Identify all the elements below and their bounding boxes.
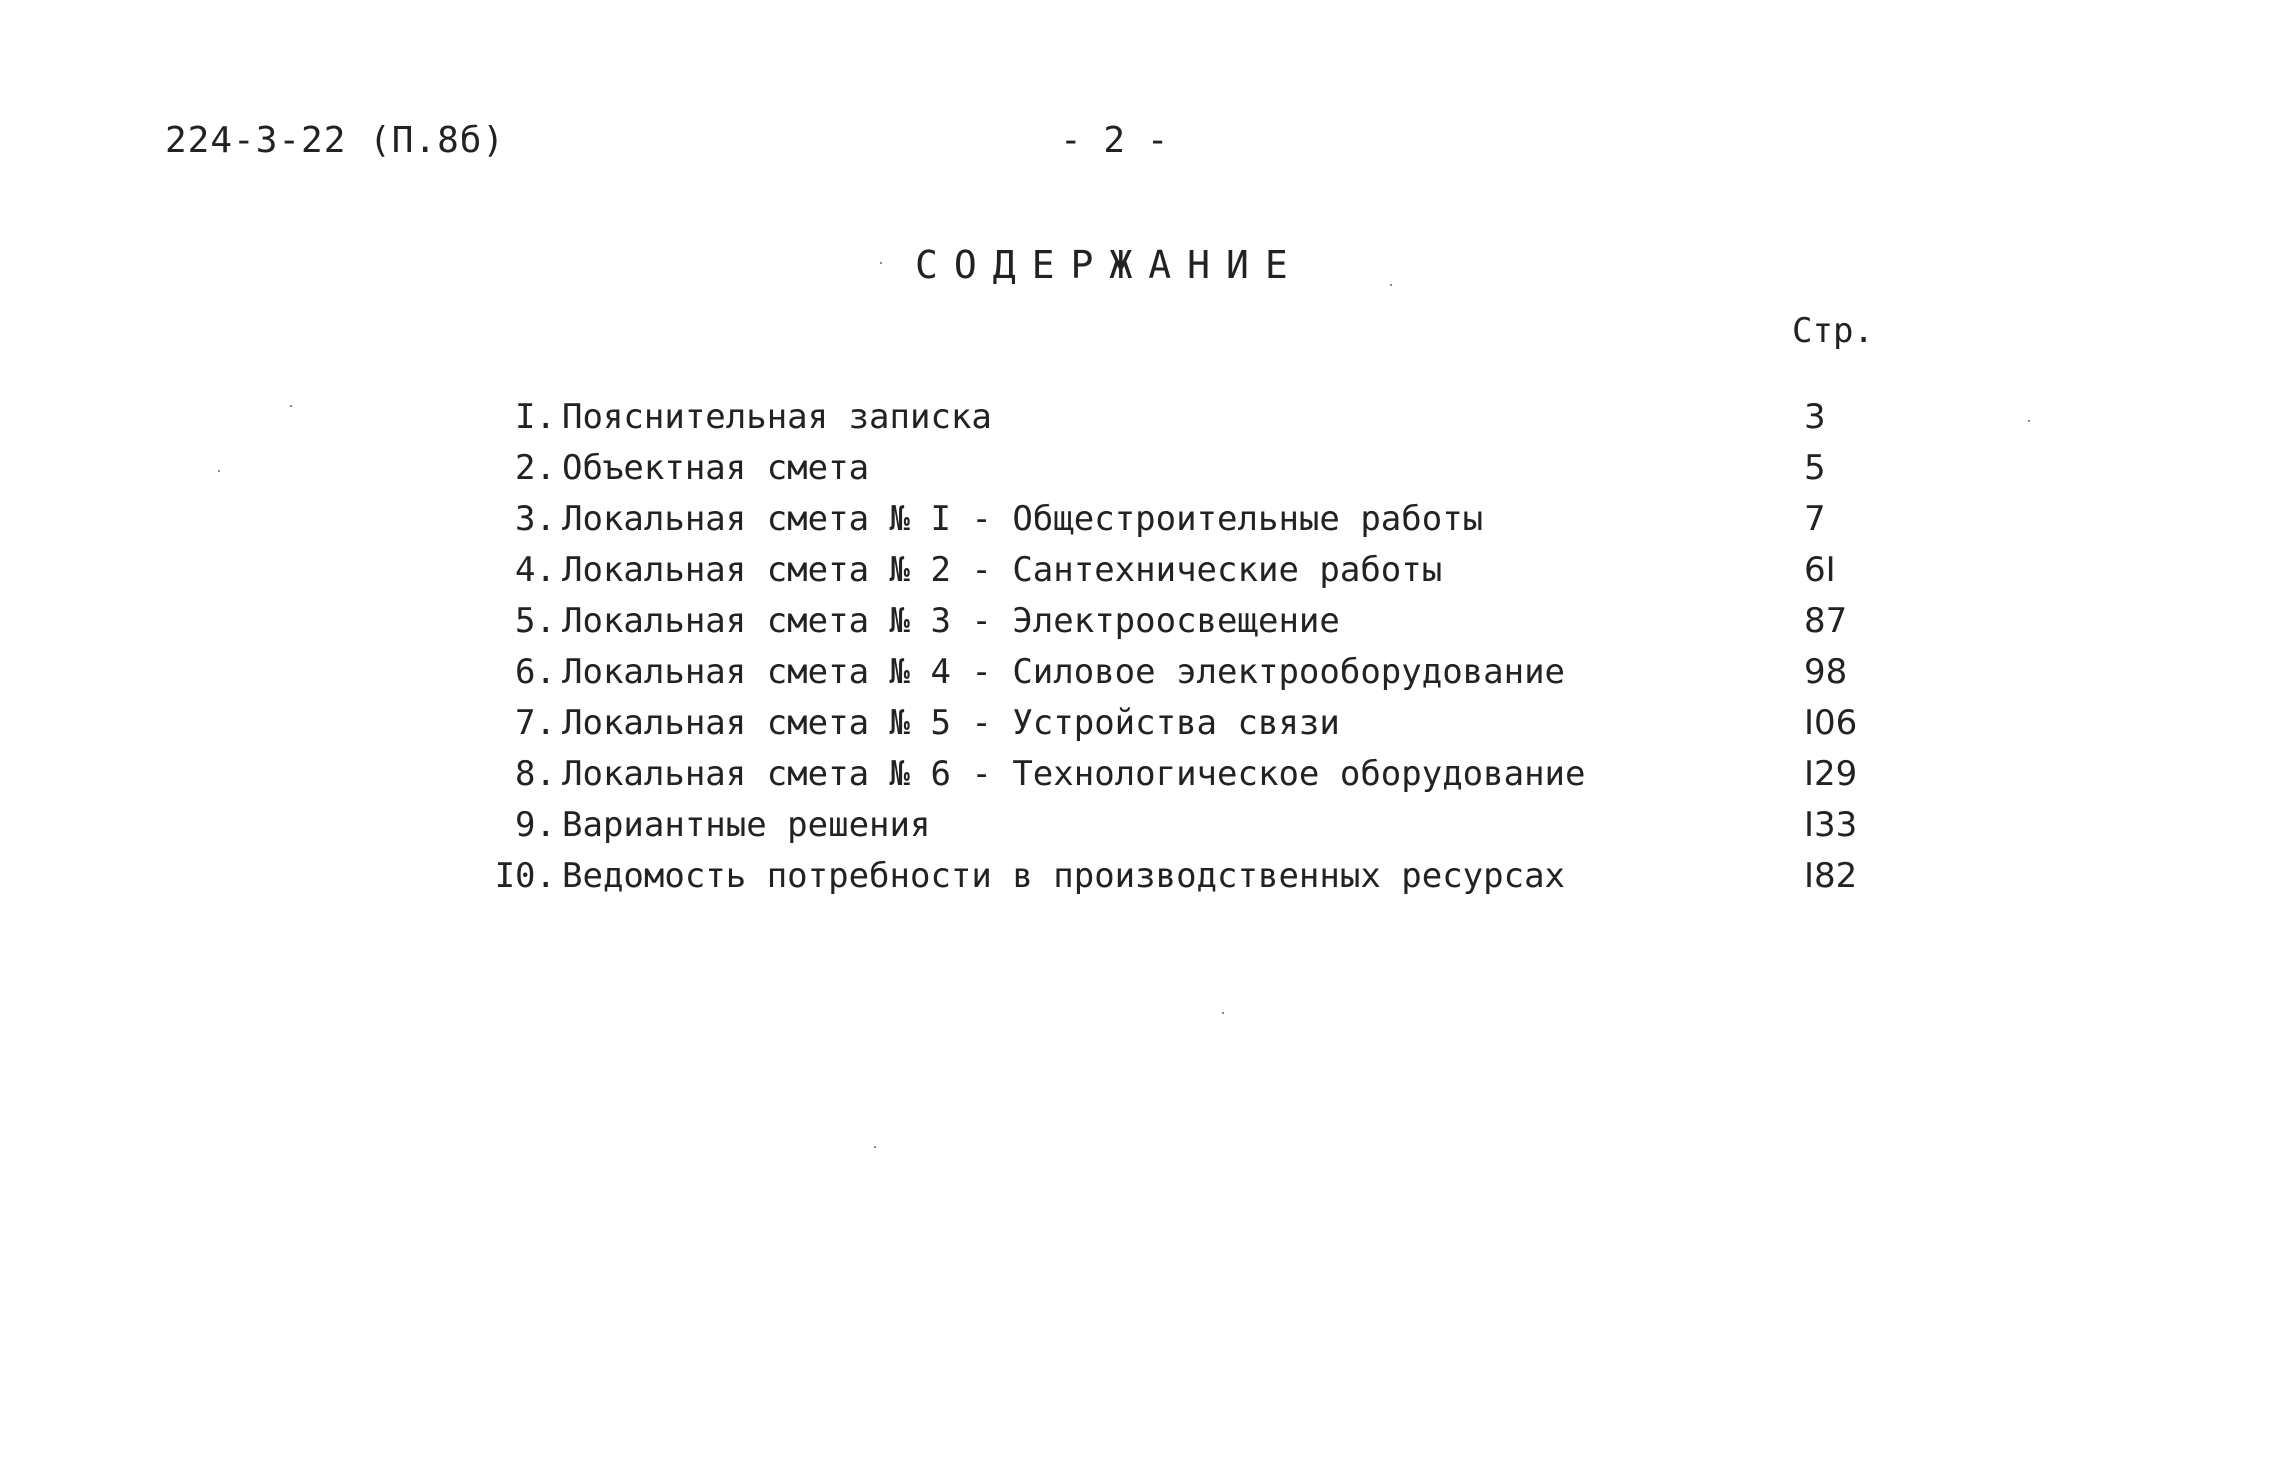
toc-item-number: 3. xyxy=(515,499,556,539)
toc-item-page: 98 xyxy=(1804,652,1848,692)
toc-item-page: I82 xyxy=(1804,856,1858,896)
toc-item-title: Объектная смета xyxy=(562,448,870,488)
toc-item-page: 7 xyxy=(1804,499,1826,539)
toc-item-number: 5. xyxy=(515,601,556,641)
scan-speck xyxy=(880,262,882,264)
toc-item-number: I0. xyxy=(494,856,556,896)
scan-speck xyxy=(290,405,292,407)
document-code: 224-3-22 (П.8б) xyxy=(165,120,506,161)
toc-item-page: 3 xyxy=(1804,397,1826,437)
toc-item-number: 6. xyxy=(515,652,556,692)
scan-speck xyxy=(1222,1012,1224,1014)
toc-item-title: Локальная смета № I - Общестроительные работы xyxy=(562,499,1484,539)
toc-item-page: I33 xyxy=(1804,805,1858,845)
toc-item-title: Локальная смета № 2 - Сантехнические работы xyxy=(562,550,1443,590)
toc-row xyxy=(470,698,1890,749)
toc-item-title: Локальная смета № 6 - Технологическое оборудование xyxy=(562,754,1586,794)
toc-item-page: 6I xyxy=(1804,550,1836,590)
page-number: - 2 - xyxy=(1060,120,1169,161)
page-title: СОДЕРЖАНИЕ xyxy=(915,243,1304,287)
toc-row xyxy=(470,647,1890,698)
toc-row xyxy=(470,494,1890,545)
toc-item-page: 87 xyxy=(1804,601,1848,641)
toc-row xyxy=(470,545,1890,596)
toc-item-page: I29 xyxy=(1804,754,1858,794)
toc-item-number: 9. xyxy=(515,805,556,845)
toc-item-title: Локальная смета № 5 - Устройства связи xyxy=(562,703,1340,743)
toc-item-number: 4. xyxy=(515,550,556,590)
scan-speck xyxy=(1390,284,1392,286)
toc-item-number: 2. xyxy=(515,448,556,488)
toc-row xyxy=(470,851,1890,902)
toc-item-title: Ведомость потребности в производственных ресурсах xyxy=(562,856,1566,896)
table-of-contents xyxy=(470,392,1890,902)
toc-row xyxy=(470,749,1890,800)
toc-item-title: Локальная смета № 4 - Силовое электрооборудование xyxy=(562,652,1566,692)
toc-row xyxy=(470,392,1890,443)
toc-row xyxy=(470,443,1890,494)
page-column-label: Стр. xyxy=(1792,311,1874,351)
toc-item-title: Локальная смета № 3 - Электроосвещение xyxy=(562,601,1340,641)
toc-item-number: 7. xyxy=(515,703,556,743)
toc-item-page: 5 xyxy=(1804,448,1826,488)
toc-item-number: 8. xyxy=(515,754,556,794)
toc-item-page: I06 xyxy=(1804,703,1858,743)
toc-row xyxy=(470,596,1890,647)
toc-row xyxy=(470,800,1890,851)
scan-speck xyxy=(218,470,220,472)
toc-item-number: I. xyxy=(515,397,556,437)
scan-speck xyxy=(2028,420,2030,422)
scan-speck xyxy=(874,1146,876,1148)
toc-item-title: Вариантные решения xyxy=(562,805,931,845)
toc-item-title: Пояснительная записка xyxy=(562,397,992,437)
